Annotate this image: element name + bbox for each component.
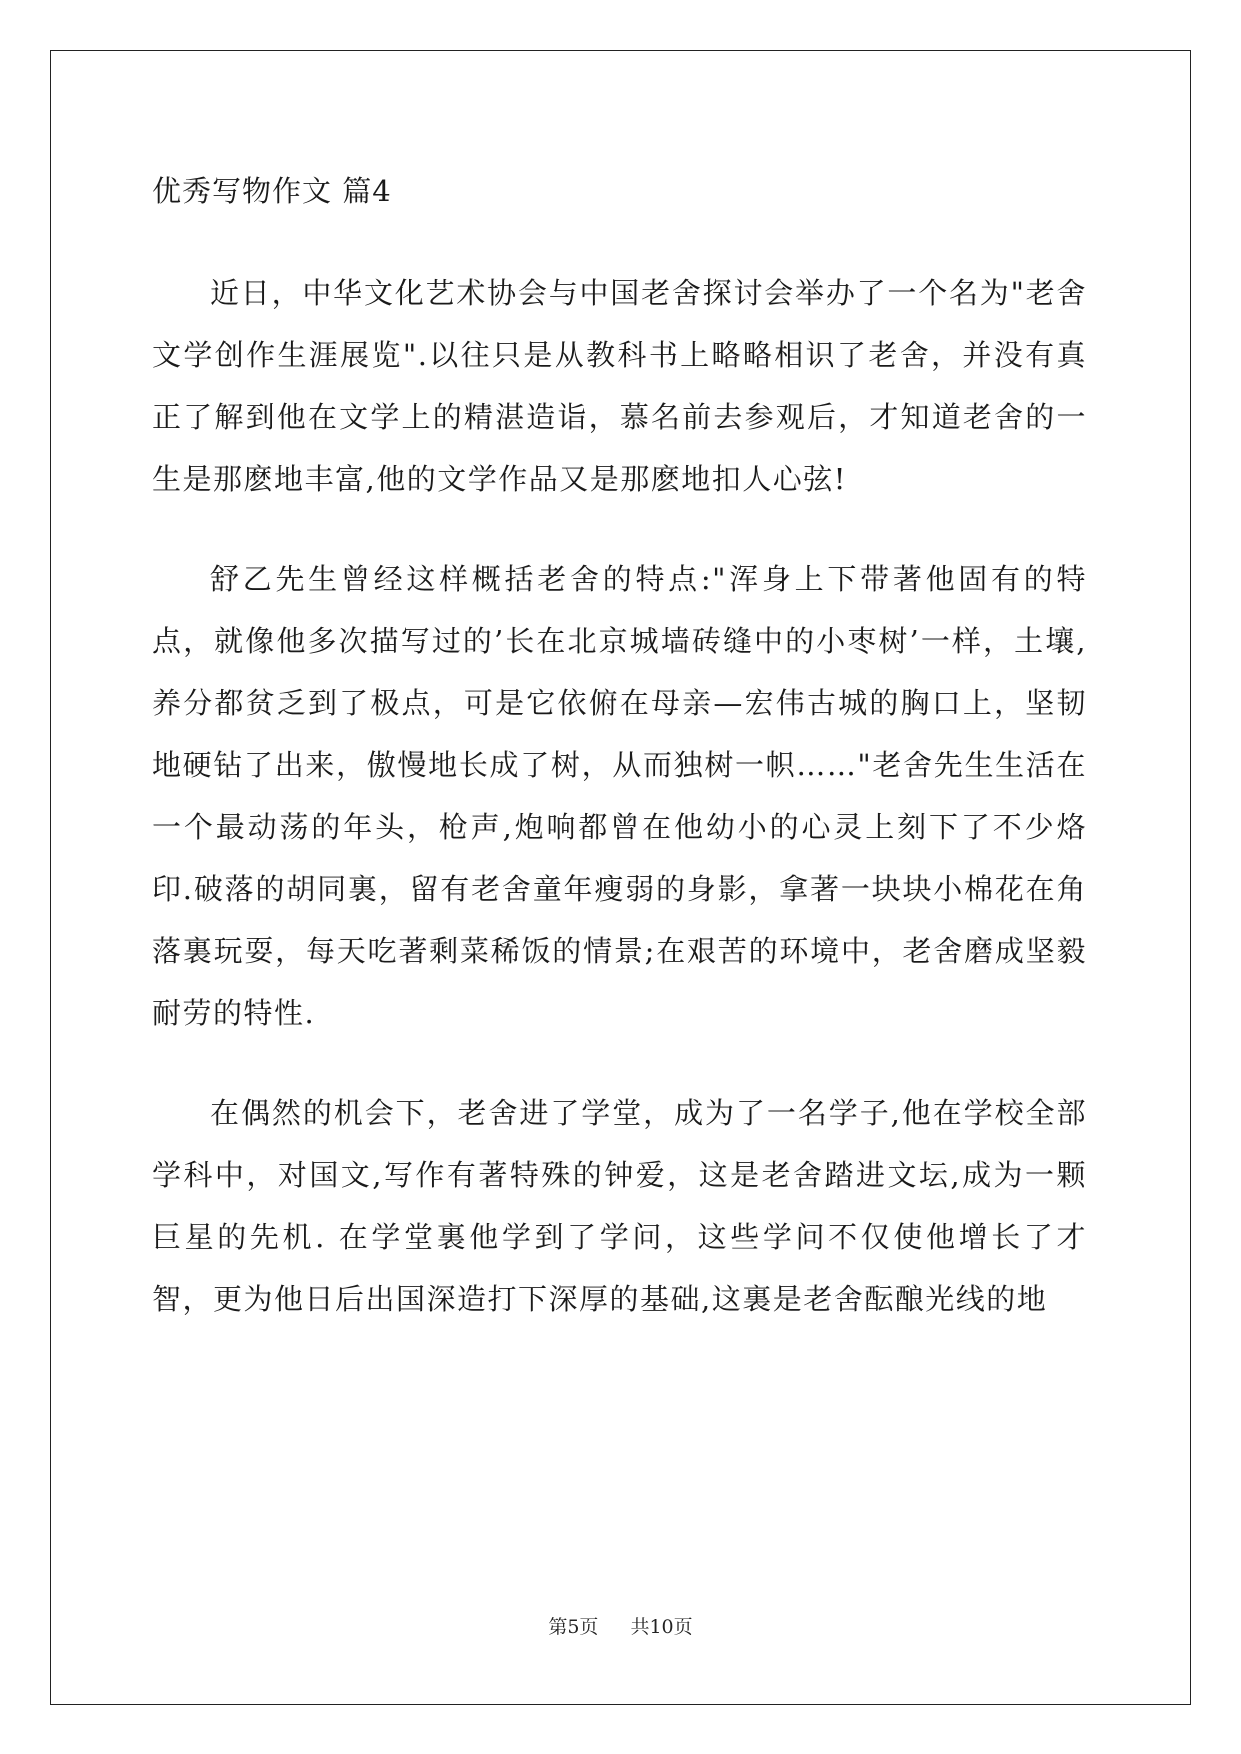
page-total: 共10页 [630, 1616, 693, 1638]
page-number: 第5页 [548, 1616, 599, 1638]
paragraph-list [152, 262, 1087, 1330]
document-title: 优秀写物作文 篇4 [152, 174, 392, 208]
paragraph: 近日，中华文化艺术协会与中国老舍探讨会举办了一个名为"老舍文学创作生涯展览".以往只是从教科书上略略相识了老舍，并没有真正了解到他在文学上的精湛造诣，慕名前去参观后，才知道老舍的一生是那麽地丰富,他的文学作品又是那麽地扣人心弦! [152, 276, 1087, 496]
document-body [152, 160, 1087, 1368]
paragraph: 舒乙先生曾经这样概括老舍的特点:"浑身上下带著他固有的特点，就像他多次描写过的’长在北京城墙砖缝中的小枣树’一样，土壤,养分都贫乏到了极点，可是它依俯在母亲—宏伟古城的胸口上，坚韧地硬钻了出来，傲慢地长成了树，从而独树一帜……"老舍先生生活在一个最动荡的年头，枪声,炮响都曾在他幼小的心灵上刻下了不少烙印.破落的胡同裏，留有老舍童年瘦弱的身影，拿著一块块小棉花在角落裏玩耍，每天吃著剩菜稀饭的情景;在艰苦的环境中，老舍磨成坚毅耐劳的特性. [152, 562, 1087, 1030]
paragraph: 在偶然的机会下，老舍进了学堂，成为了一名学子,他在学校全部学科中，对国文,写作有著特殊的钟爱，这是老舍踏进文坛,成为一颗巨星的先机. 在学堂裏他学到了学问，这些学问不仅使他增长了才智，更为他日后出国深造打下深厚的基础,这裏是老舍酝酿光线的地 [152, 1096, 1087, 1316]
page-footer [0, 1612, 1241, 1639]
